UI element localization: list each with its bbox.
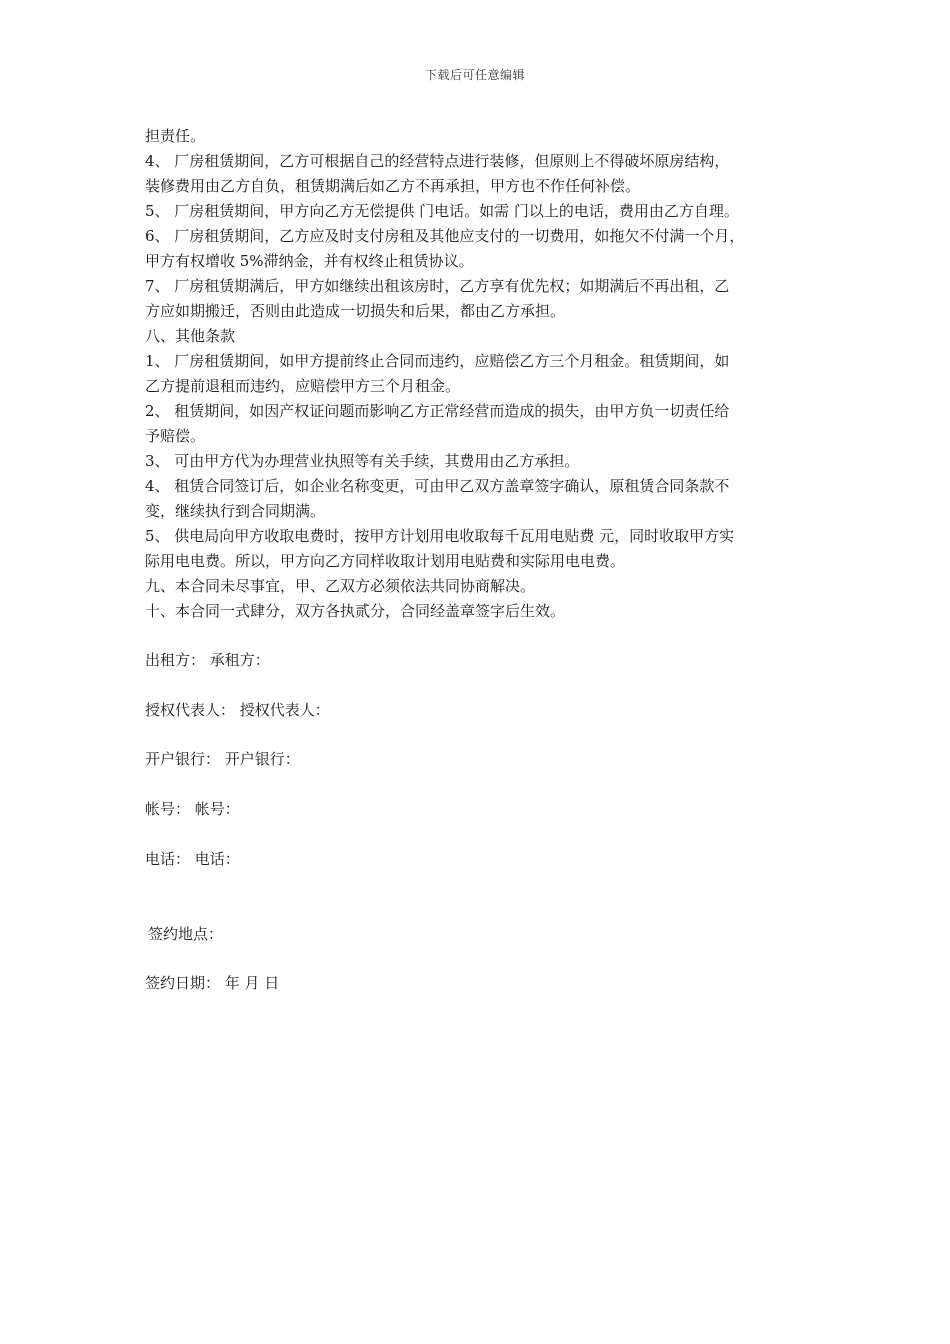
signing-date: 签约日期： 年 月 日 <box>145 974 280 992</box>
contract-body <box>145 124 817 624</box>
body-line: 方应如期搬迁，否则由此造成一切损失和后果，都由乙方承担。 <box>145 302 566 320</box>
body-line: 予赔偿。 <box>145 427 206 445</box>
section-heading: 九、本合同未尽事宜，甲、乙双方必须依法共同协商解决。 <box>145 577 536 595</box>
section-heading: 八、其他条款 <box>145 327 236 345</box>
body-line: 1、 厂房租赁期间，如甲方提前终止合同而违约，应赔偿乙方三个月租金。租赁期间，如 <box>145 352 730 370</box>
body-line: 4、 租赁合同签订后，如企业名称变更，可由甲乙双方盖章签字确认，原租赁合同条款不 <box>145 477 730 495</box>
body-line: 5、 厂房租赁期间，甲方向乙方无偿提供 门电话。如需 门以上的电话，费用由乙方自理。 <box>145 202 739 220</box>
body-line: 乙方提前退租而违约，应赔偿甲方三个月租金。 <box>145 377 461 395</box>
body-line: 甲方有权增收 5%滞纳金，并有权终止租赁协议。 <box>145 252 474 270</box>
signature-phones: 电话： 电话： <box>145 850 240 868</box>
body-line: 2、 租赁期间，如因产权证问题而影响乙方正常经营而造成的损失，由甲方负一切责任给 <box>145 402 730 420</box>
body-line: 5、 供电局向甲方收取电费时，按甲方计划用电收取每千瓦用电贴费 元，同时收取甲方实 <box>145 527 735 545</box>
signature-accounts: 帐号： 帐号： <box>145 800 240 818</box>
signature-parties: 出租方： 承租方： <box>145 651 270 669</box>
signing-place: 签约地点： <box>148 925 224 943</box>
body-line: 6、 厂房租赁期间，乙方应及时支付房租及其他应支付的一切费用，如拖欠不付满一个月， <box>145 227 745 245</box>
body-line: 3、 可由甲方代为办理营业执照等有关手续，其费用由乙方承担。 <box>145 452 580 470</box>
section-heading: 十、本合同一式肆分，双方各执贰分，合同经盖章签字后生效。 <box>145 602 566 620</box>
signature-representatives: 授权代表人： 授权代表人： <box>145 701 330 719</box>
body-line: 际用电电费。所以，甲方向乙方同样收取计划用电贴费和实际用电电费。 <box>145 552 626 570</box>
page-header: 下载后可任意编辑 <box>424 68 525 82</box>
body-line: 变，继续执行到合同期满。 <box>145 502 326 520</box>
signature-banks: 开户银行： 开户银行： <box>145 750 300 768</box>
body-line: 4、 厂房租赁期间，乙方可根据自己的经营特点进行装修，但原则上不得破坏原房结构， <box>145 152 730 170</box>
body-line: 装修费用由乙方自负，租赁期满后如乙方不再承担，甲方也不作任何补偿。 <box>145 177 641 195</box>
body-line: 7、 厂房租赁期满后，甲方如继续出租该房时，乙方享有优先权；如期满后不再出租，乙 <box>145 277 730 295</box>
body-line: 担责任。 <box>145 127 206 145</box>
